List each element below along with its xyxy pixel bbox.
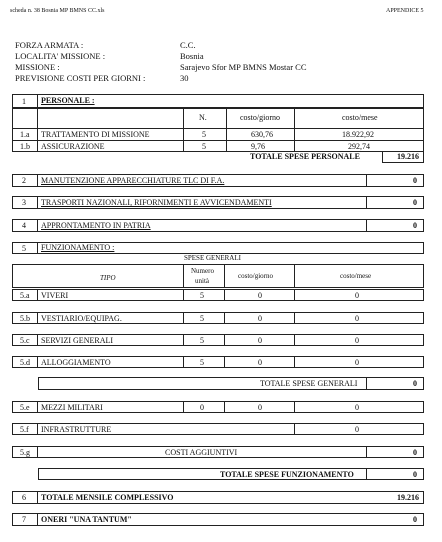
mezzi-num: 0 [200, 403, 204, 412]
col-unita: unità [195, 277, 209, 285]
infra-label: INFRASTRUTTURE [41, 425, 112, 434]
missione-value: Sarajevo Sfor MP BMNS Mostar CC [180, 62, 307, 72]
row-code: 1.a [20, 130, 30, 139]
funzionamento-total-value: 0 [413, 470, 417, 479]
row-costo-mese: 18.922,92 [342, 130, 374, 139]
funz-row [12, 289, 424, 301]
totale-mensile-value: 19.216 [397, 493, 419, 502]
aggiuntivi-code: 5.g [20, 448, 30, 457]
col-n: N. [199, 113, 207, 122]
spese-generali-title: SPESE GENERALI [184, 254, 241, 262]
funz-row-mese: 0 [355, 358, 359, 367]
mezzi-code: 5.e [20, 403, 30, 412]
una-tantum-label: ONERI "UNA TANTUM" [41, 515, 132, 524]
previsione-label: PREVISIONE COSTI PER GIORNI : [15, 73, 146, 83]
funz-row-num: 5 [200, 314, 204, 323]
row-costo-giorno: 9,76 [251, 142, 265, 151]
localita-label: LOCALITA' MISSIONE : [15, 51, 106, 61]
row-label: TRATTAMENTO DI MISSIONE [41, 130, 150, 139]
personale-title: PERSONALE : [41, 96, 95, 105]
funz-row-giorno: 0 [258, 291, 262, 300]
row-n: 5 [202, 142, 206, 151]
mezzi-giorno: 0 [258, 403, 262, 412]
section-value: 0 [413, 176, 417, 185]
aggiuntivi-label: COSTI AGGIUNTIVI [165, 448, 238, 457]
section-label: APPRONTAMENTO IN PATRIA [41, 221, 151, 230]
forza-label: FORZA ARMATA : [15, 40, 84, 50]
spese-generali-total-value: 0 [413, 379, 417, 388]
una-tantum-value: 0 [413, 515, 417, 524]
spese-generali-total-label: TOTALE SPESE GENERALI [260, 379, 358, 388]
funz-row-code: 5.c [20, 336, 30, 345]
row-costo-giorno: 630,76 [251, 130, 273, 139]
file-name: scheda n. 38 Bosnia MP BMNS CC.xls [10, 8, 105, 14]
funz-row-label: VESTIARIO/EQUIPAG. [41, 314, 122, 323]
funz-row-code: 5.a [20, 291, 30, 300]
col-tipo: TIPO [100, 274, 116, 282]
funz-row-num: 5 [200, 291, 204, 300]
personale-num: 1 [22, 97, 26, 106]
section-num: 4 [22, 221, 26, 230]
col-costo-mese: costo/mese [342, 113, 378, 122]
funz-row-mese: 0 [355, 314, 359, 323]
funzionamento-total-label: TOTALE SPESE FUNZIONAMENTO [220, 470, 354, 479]
funz-row-giorno: 0 [258, 336, 262, 345]
missione-label: MISSIONE : [15, 62, 60, 72]
funz-row-label: ALLOGGIAMENTO [41, 358, 111, 367]
infra-mese: 0 [355, 425, 359, 434]
appendix-label: APPENDICE 5 [386, 8, 424, 14]
forza-value: C.C. [180, 40, 196, 50]
mezzi-label: MEZZI MILITARI [41, 403, 103, 412]
funzionamento-title: FUNZIONAMENTO : [41, 243, 115, 252]
section-value: 0 [413, 221, 417, 230]
localita-value: Bosnia [180, 51, 204, 61]
funz-row-giorno: 0 [258, 358, 262, 367]
funz-row-giorno: 0 [258, 314, 262, 323]
aggiuntivi-value: 0 [413, 448, 417, 457]
totale-mensile-label: TOTALE MENSILE COMPLESSIVO [41, 493, 174, 502]
funz-row-code: 5.b [20, 314, 30, 323]
col-costo-giorno: costo/giorno [240, 113, 280, 122]
funz-row-num: 5 [200, 336, 204, 345]
row-code: 1.b [20, 142, 30, 151]
funz-row-mese: 0 [355, 291, 359, 300]
funz-row-mese: 0 [355, 336, 359, 345]
funz-row-num: 5 [200, 358, 204, 367]
section-label: MANUTENZIONE APPARECCHIATURE TLC DI F.A. [41, 176, 225, 185]
row-n: 5 [202, 130, 206, 139]
section-value: 0 [413, 198, 417, 207]
infra-code: 5.f [20, 425, 29, 434]
row-costo-mese: 292,74 [348, 142, 370, 151]
col-costo-giorno: costo/giorno [238, 272, 273, 280]
totale-mensile-num: 6 [22, 493, 26, 502]
personale-total-label: TOTALE SPESE PERSONALE [250, 152, 360, 161]
funzionamento-num: 5 [22, 244, 26, 253]
funz-row-code: 5.d [20, 358, 30, 367]
mezzi-mese: 0 [355, 403, 359, 412]
personale-total-value: 19.216 [397, 152, 419, 161]
funz-row-label: VIVERI [41, 291, 69, 300]
section-num: 3 [22, 198, 26, 207]
section-label: TRASPORTI NAZIONALI, RIFORNIMENTI E AVVICENDAMENTI [41, 198, 272, 207]
una-tantum-num: 7 [22, 515, 26, 524]
col-costo-mese: costo/mese [340, 272, 372, 280]
previsione-value: 30 [180, 73, 189, 83]
funz-row-label: SERVIZI GENERALI [41, 336, 114, 345]
col-numero: Numero [191, 267, 214, 275]
row-label: ASSICURAZIONE [41, 142, 105, 151]
section-num: 2 [22, 176, 26, 185]
